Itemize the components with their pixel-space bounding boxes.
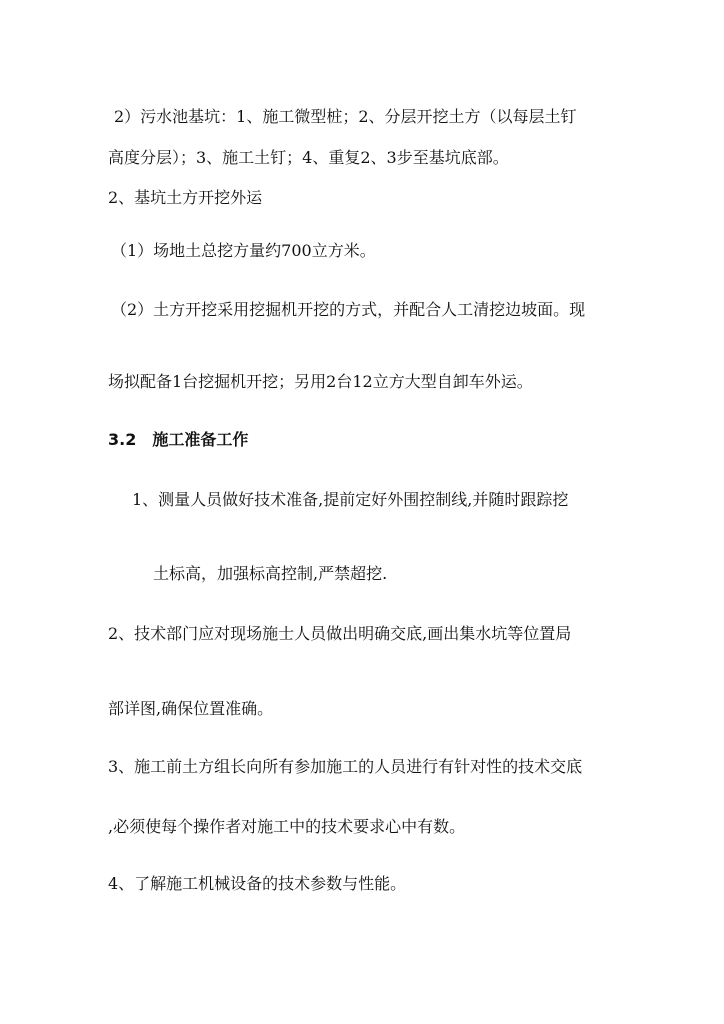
list-item-3: 3、施工前土方组长向所有参加施工的人员进行有针对性的技术交底 [108,757,583,776]
text-line-method-cont: 场拟配备1台挖掘机开挖；另用2台12立方大型自卸车外运。 [108,372,533,391]
list-item-4: 4、了解施工机械设备的技术参数与性能。 [108,874,407,893]
list-item-2: 2、技术部门应对现场施士人员做出明确交底,画出集水坑等位置局 [108,624,572,643]
text-line-volume: （1）场地土总挖方量约700立方米。 [111,241,376,260]
list-item-1: 1、测量人员做好技术准备,提前定好外围控制线,并随时跟踪挖 [132,490,569,509]
list-item-2-cont: 部详图,确保位置准确。 [108,699,274,718]
text-line-method: （2）土方开挖采用挖掘机开挖的方式，并配合人工清挖边坡面。现 [111,300,586,319]
list-item-1-cont: 土标高，加强标高控制,严禁超挖. [153,564,388,583]
subheading-earthwork: 2、基坑土方开挖外运 [108,188,263,207]
text-line-pit-steps: 2）污水池基坑：1、施工微型桩；2、分层开挖土方（以每层土钉 [114,107,577,126]
section-heading: 3.2 施工准备工作 [108,430,249,449]
text-line-pit-steps-cont: 高度分层）；3、施工土钉；4、重复2、3步至基坑底部。 [108,148,509,167]
list-item-3-cont: ,必须使每个操作者对施工中的技术要求心中有数。 [108,817,466,836]
